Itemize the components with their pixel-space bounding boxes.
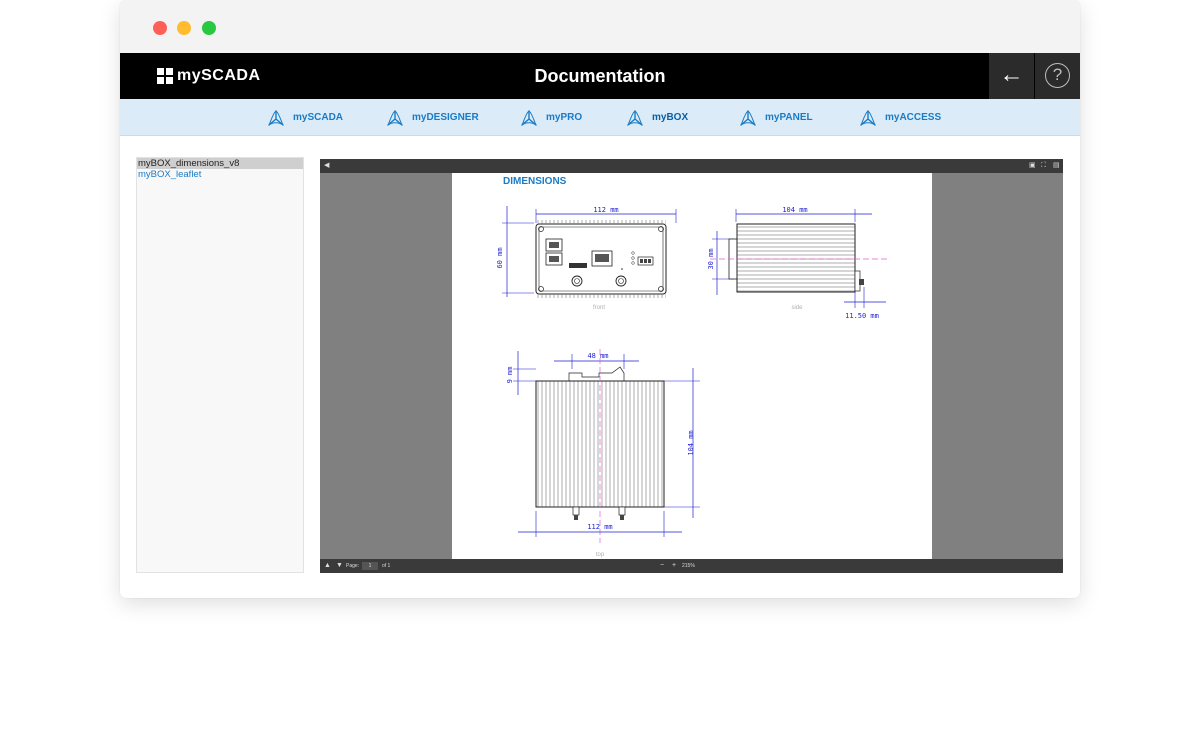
nav-item-mydesigner[interactable]: myDESIGNER	[385, 99, 479, 136]
nav-item-mypanel[interactable]: myPANEL	[738, 99, 813, 136]
logo-grid-icon	[157, 68, 173, 84]
front-caption: front	[592, 305, 606, 311]
sidebar-toggle-icon[interactable]: ◀	[324, 162, 330, 169]
next-page-icon[interactable]: ▼	[336, 562, 343, 569]
presentation-icon[interactable]: ▣	[1029, 162, 1036, 169]
page-number-input[interactable]: 1	[362, 562, 378, 570]
back-button[interactable]	[989, 53, 1034, 99]
nav-item-myscada[interactable]: mySCADA	[266, 99, 343, 136]
pdf-page	[452, 173, 932, 559]
page-total: of 1	[382, 563, 391, 569]
file-item[interactable]: myBOX_leaflet	[138, 169, 202, 180]
close-window-button[interactable]	[153, 21, 167, 35]
product-nav	[120, 99, 1080, 136]
top-width-label: 112 mm	[587, 523, 613, 531]
front-height-label: 60 mm	[496, 247, 504, 269]
zoom-out-button[interactable]: −	[660, 562, 665, 569]
top-height-small-label: 9 mm	[506, 366, 514, 384]
page-label: Page:	[346, 563, 360, 569]
side-width-label: 104 mm	[782, 206, 808, 214]
top-depth-label: 104 mm	[687, 430, 695, 456]
minimize-window-button[interactable]	[177, 21, 191, 35]
nav-item-mypro[interactable]: myPRO	[519, 99, 582, 136]
nav-item-mybox[interactable]: myBOX	[625, 99, 688, 136]
nav-item-myaccess[interactable]: myACCESS	[858, 99, 941, 136]
acrobat-icon	[519, 108, 539, 128]
app-window	[120, 0, 1080, 598]
page-title: Documentation	[534, 66, 666, 86]
top-caption: top	[595, 552, 605, 558]
viewer-bottom-toolbar	[320, 559, 1063, 573]
previous-page-icon[interactable]: ▲	[324, 562, 331, 569]
file-item[interactable]: myBOX_dimensions_v8	[137, 158, 303, 169]
viewer-top-toolbar	[320, 159, 1063, 173]
acrobat-icon	[266, 108, 286, 128]
acrobat-icon	[738, 108, 758, 128]
front-width-label: 112 mm	[593, 206, 619, 214]
acrobat-icon	[385, 108, 405, 128]
top-width-small-label: 48 mm	[587, 352, 609, 360]
zoom-in-button[interactable]: +	[672, 562, 677, 569]
acrobat-icon	[625, 108, 645, 128]
help-icon: ?	[1045, 63, 1070, 88]
side-view	[707, 206, 890, 320]
side-height-label: 30 mm	[707, 248, 715, 270]
window-titlebar	[120, 0, 1080, 53]
app-header	[120, 53, 1080, 99]
maximize-window-button[interactable]	[202, 21, 216, 35]
help-button[interactable]	[1035, 53, 1080, 99]
download-icon[interactable]: ▤	[1053, 162, 1060, 169]
dimension-drawing	[452, 173, 932, 559]
myscada-logo: mySCADA	[157, 66, 261, 86]
top-view	[506, 349, 700, 558]
document-heading: DIMENSIONS	[503, 176, 567, 187]
zoom-level[interactable]: 215%	[682, 563, 695, 569]
side-caption: side	[791, 305, 803, 311]
arrow-left-icon: ←	[999, 61, 1024, 88]
acrobat-icon	[858, 108, 878, 128]
side-offset-label: 11.50 mm	[845, 312, 879, 320]
pdf-viewer	[320, 159, 1063, 573]
fullscreen-icon[interactable]: ⛶	[1041, 162, 1046, 169]
file-list	[136, 157, 304, 573]
front-view	[496, 206, 676, 311]
